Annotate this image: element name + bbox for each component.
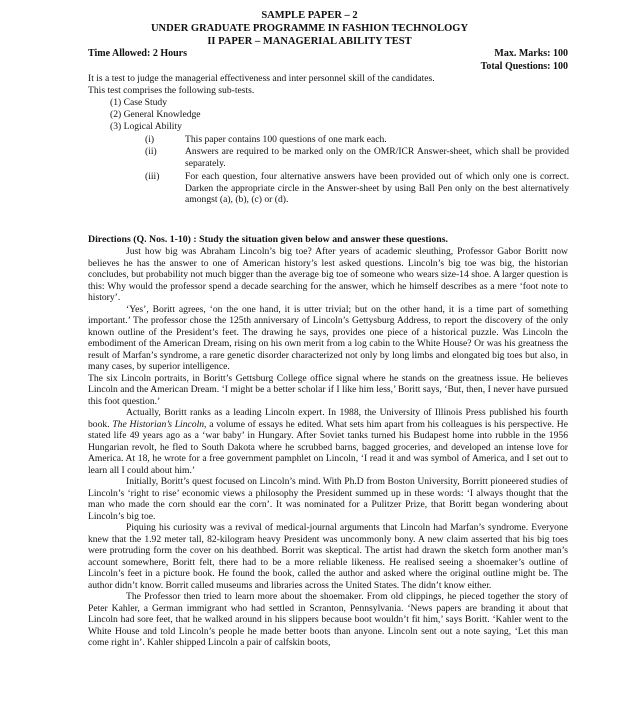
instruction-number: (ii) <box>145 146 157 157</box>
subtest-item: (1) Case Study <box>110 97 168 108</box>
book-title: The Historian’s Lincoln <box>112 418 205 430</box>
paper-title: SAMPLE PAPER – 2 <box>261 10 358 21</box>
subtest-item: (2) General Knowledge <box>110 109 201 120</box>
programme-title: UNDER GRADUATE PROGRAMME IN FASHION TECHNOLOGY <box>150 23 469 34</box>
passage-paragraph: The Professor then tried to learn more about the shoemaker. From old clippings, he pieced together the story of Peter Kahler, a German immigrant who had settled in Scranton, Pennsylvania. ‘News papers are branding it about that Lincoln had sore feet, that he walked around in his slippers because boot wouldn’t fit him,’ says Boritt. ‘Kahler went to the White House and told Lincoln’s people he made better boots than anyone. Lincoln sent out a note saying, ‘Let this man come right in’. Kahler shipped Lincoln a pair of calfskin boots, <box>88 591 568 648</box>
instruction-text: This paper contains 100 questions of one mark each. <box>185 134 387 145</box>
passage-paragraph: Piquing his curiosity was a revival of medical-journal arguments that Lincoln had Marfan’s syndrome. Everyone knew that the 1.92 meter tall, 82-kilogram heavy President was uncommonly bony. A new claim asserted that his big toes were protruding form the cover on his deathbed. Borrit was skeptical. The artist had drawn the sketch form another man’s account somewhere, Boritt felt, there had to be a more reliable likeness. He realised seeing a shoemaker’s outline of Lincoln’s feet in a picture book. He found the book, called the author and asked where the original outline might be. The author didn’t know. Borrit called museums and libraries across the United States. The didn’t know either. <box>88 522 568 591</box>
instruction-text: For each question, four alternative answers have been provided out of which only one is correct. Darken the appropriate circle in the Answer-sheet by using Ball Pen only on the best alternatively amongst (a), (b), (c) or (d). <box>185 171 569 205</box>
total-questions: Total Questions: 100 <box>480 61 568 72</box>
intro-line-1: It is a test to judge the managerial effectiveness and inter personnel skill of the candidates. <box>88 73 435 84</box>
passage-paragraph: Initially, Boritt’s quest focused on Lincoln’s mind. With Ph.D from Boston University, Borritt pioneered studies of Lincoln’s ‘right to rise’ economic views a philosophy the President summed up in these words: ‘I always thought that the man who made the corn should ear the corn’. It was nominated for a Pulitzer Prize, that Boritt began wondering about Lincoln’s big toe. <box>88 476 568 522</box>
passage <box>88 246 568 649</box>
paper-subtitle: II PAPER – MANAGERIAL ABILITY TEST <box>207 36 412 47</box>
passage-paragraph: The six Lincoln portraits, in Boritt’s Gettsburg College office signal where he stands on the greatness issue. He believes Lincoln and the American Dream. ‘I might be a better scholar if I like him less,’ Boritt says, ‘But, then, I never have pursued this foot question.’ <box>88 372 568 407</box>
time-allowed: Time Allowed: 2 Hours <box>88 48 187 59</box>
passage-paragraph: ‘Yes’, Boritt agrees, ‘on the one hand, it is utter trivial; but on the other hand, it is a time part of something important.’ The professor chose the 125th anniversary of Lincoln’s Gettysburg Address, to report the discovery of the only known outline of the President’s feet. The drawing he says, provides one piece of a historical puzzle. Was Lincoln the embodiment of the American Dream, rising on his own merit from a log cabin to the White House? Or was his greatness the result of Marfan’s syndrome, a rare genetic disorder characterized not only by long limbs and elongated big toes but also, in many cases, by superior intelligence. <box>88 303 568 372</box>
directions-heading: Directions (Q. Nos. 1-10) : Study the situation given below and answer these questions. <box>88 234 448 245</box>
max-marks: Max. Marks: 100 <box>494 48 568 59</box>
instruction-number: (iii) <box>145 171 160 182</box>
subtest-item: (3) Logical Ability <box>110 121 182 132</box>
passage-paragraph <box>88 407 568 476</box>
passage-text: Actually, Boritt ranks as a leading Lincoln expert. In 1988, the University of Illinois Press published his fourth book. <box>88 407 568 430</box>
passage-text: , a volume of essays he edited. What sets him apart from his colleagues is his perspective. He stated life 49 years ago as a ‘war baby’ in Hungary. After Soviet tanks turned his Budapest home into rubble in the 1956 Hungarian revolt, he fled to South Dakota where he scrubbed barns, bagged groceries, and developed an intense love for America. At 18, he wrote for a free government pamphlet on Lincoln, ‘I read it and was symbol of America, and I set out to learn all I could about him.’ <box>88 418 568 476</box>
instruction-number: (i) <box>145 134 155 145</box>
instruction-text: Answers are required to be marked only on the OMR/ICR Answer-sheet, which shall be provided separately. <box>185 146 569 169</box>
passage-paragraph: Just how big was Abraham Lincoln’s big toe? After years of academic sleuthing, Professor Gabor Boritt now believes he has the answer to one of American history’s lest asked questions. Lincoln’s big toe was big, the historian concludes, but probability not much bigger than the average big toe of someone who wears size-14 shoe. A larger question is this: Why would the professor spend a decade searching for the answer, which he himself describes as a mere ‘foot note to history’. <box>88 246 568 303</box>
intro-line-2: This test comprises the following sub-tests. <box>88 85 255 96</box>
